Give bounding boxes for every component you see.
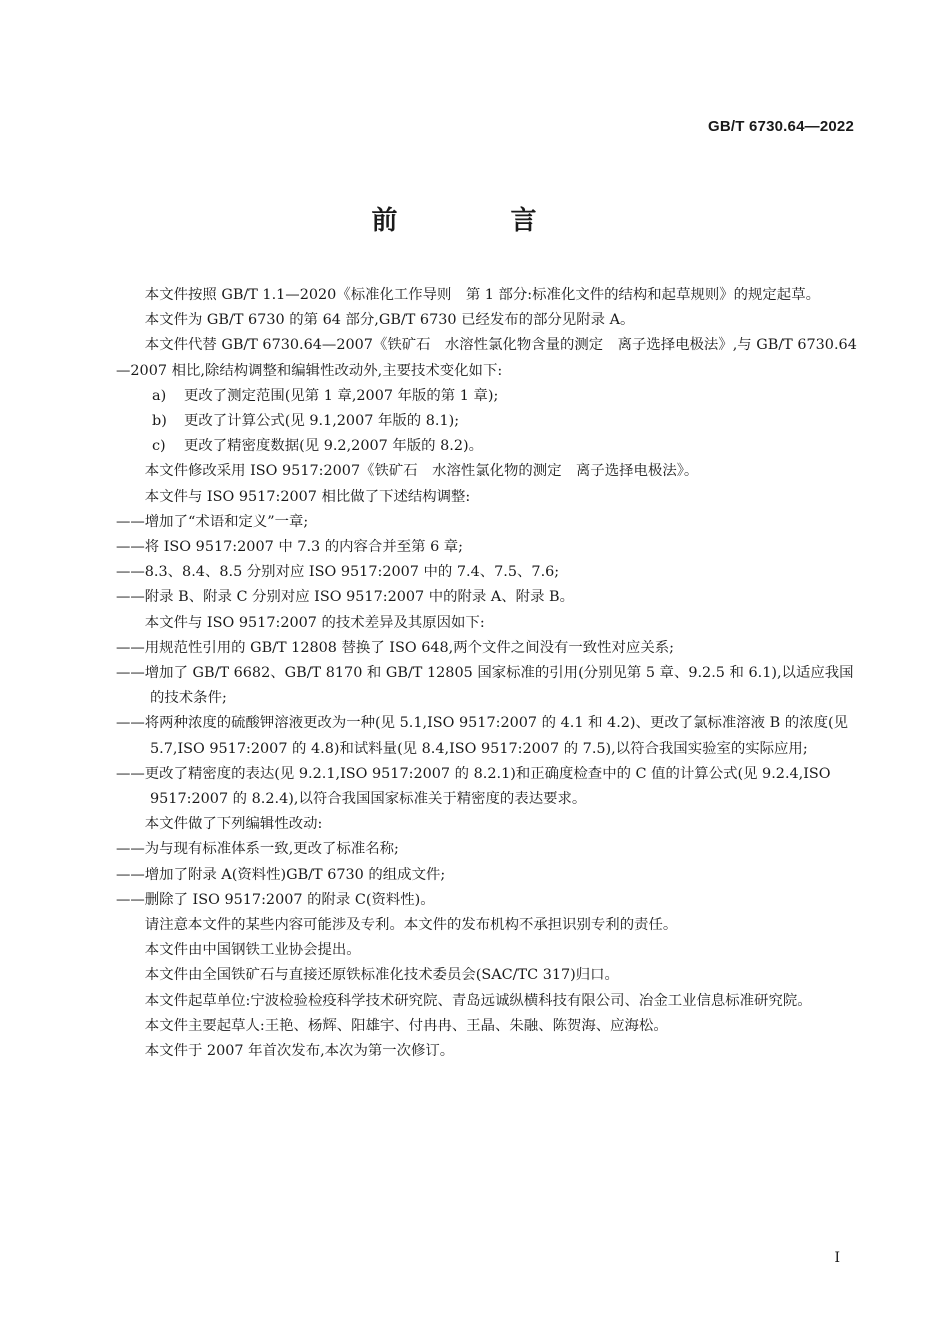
list-item xyxy=(116,434,858,459)
paragraph: 本文件起草单位:宁波检验检疫科学技术研究院、青岛远诚纵横科技有限公司、冶金工业信息标准研究院。 xyxy=(144,992,812,1009)
paragraph: 本文件由中国钢铁工业协会提出。 xyxy=(144,942,361,959)
paragraph: 本文件修改采用 ISO 9517:2007《铁矿石 水溶性氯化物的测定 离子选择电极法》。 xyxy=(144,463,699,480)
paragraph: 本文件主要起草人:王艳、杨辉、阳雄宇、付冉冉、王晶、朱融、陈贺海、应海松。 xyxy=(144,1017,668,1034)
dash-item: ——附录 B、附录 C 分别对应 ISO 9517:2007 中的附录 A、附录 B。 xyxy=(116,589,575,606)
dash-item: ——为与现有标准体系一致,更改了标准名称; xyxy=(116,841,399,858)
list-item xyxy=(116,384,858,409)
list-marker: b) xyxy=(152,413,167,430)
page-number: I xyxy=(834,1250,840,1266)
standard-number: GB/T 6730.64—2022 xyxy=(708,118,854,135)
list-marker: a) xyxy=(152,387,167,404)
dash-item: ——8.3、8.4、8.5 分别对应 ISO 9517:2007 中的 7.4、7.5、7.6; xyxy=(116,564,560,581)
paragraph: 本文件按照 GB/T 1.1—2020《标准化工作导则 第 1 部分:标准化文件的结构和起草规则》的规定起草。 xyxy=(144,287,820,303)
paragraph: 请注意本文件的某些内容可能涉及专利。本文件的发布机构不承担识别专利的责任。 xyxy=(144,917,678,934)
dash-item: ——增加了 GB/T 6682、GB/T 8170 和 GB/T 12805 国家标准的引用(分别见第 5 章、9.2.5 和 6.1),以适应我国的技术条件; xyxy=(116,665,854,707)
paragraph: 本文件由全国铁矿石与直接还原铁标准化技术委员会(SAC/TC 317)归口。 xyxy=(144,967,619,984)
list-text: 更改了计算公式(见 9.1,2007 年版的 8.1); xyxy=(184,413,460,430)
list-text: 更改了精密度数据(见 9.2,2007 年版的 8.2)。 xyxy=(184,438,484,455)
list-marker: c) xyxy=(152,438,166,455)
list-text: 更改了测定范围(见第 1 章,2007 年版的第 1 章); xyxy=(184,387,499,404)
paragraph: 本文件做了下列编辑性改动: xyxy=(144,816,323,833)
foreword-body xyxy=(116,283,858,1064)
dash-item: ——增加了附录 A(资料性)GB/T 6730 的组成文件; xyxy=(116,866,446,883)
paragraph: 本文件为 GB/T 6730 的第 64 部分,GB/T 6730 已经发布的部分见附录 A。 xyxy=(144,312,635,329)
dash-item: ——将两种浓度的硫酸钾溶液更改为一种(见 5.1,ISO 9517:2007 的 4.1 和 4.2)、更改了氯标准溶液 B 的浓度(见 5.7,ISO 9517:2007 的 4.8)和试料量(见 8.4,ISO 9517:2007 的 7.5),以符合我国实验室的实际应用; xyxy=(116,715,848,757)
dash-item: ——更改了精密度的表达(见 9.2.1,ISO 9517:2007 的 8.2.1)和正确度检查中的 C 值的计算公式(见 9.2.4,ISO 9517:2007 的 8.2.4),以符合我国国家标准关于精密度的表达要求。 xyxy=(116,765,831,808)
list-item xyxy=(116,409,858,434)
page-title: 前 言 xyxy=(371,206,589,236)
paragraph: 本文件与 ISO 9517:2007 的技术差异及其原因如下: xyxy=(144,614,485,631)
paragraph: 本文件代替 GB/T 6730.64—2007《铁矿石 水溶性氯化物含量的测定 离子选择电极法》,与 GB/T 6730.64—2007 相比,除结构调整和编辑性改动外,主要技术变化如下: xyxy=(116,337,857,379)
paragraph: 本文件与 ISO 9517:2007 相比做了下述结构调整: xyxy=(144,488,471,505)
dash-item: ——增加了“术语和定义”一章; xyxy=(116,513,309,530)
dash-item: ——删除了 ISO 9517:2007 的附录 C(资料性)。 xyxy=(116,891,435,908)
paragraph: 本文件于 2007 年首次发布,本次为第一次修订。 xyxy=(144,1043,455,1060)
dash-item: ——用规范性引用的 GB/T 12808 替换了 ISO 648,两个文件之间没有一致性对应关系; xyxy=(116,639,674,656)
dash-item: ——将 ISO 9517:2007 中 7.3 的内容合并至第 6 章; xyxy=(116,539,464,556)
